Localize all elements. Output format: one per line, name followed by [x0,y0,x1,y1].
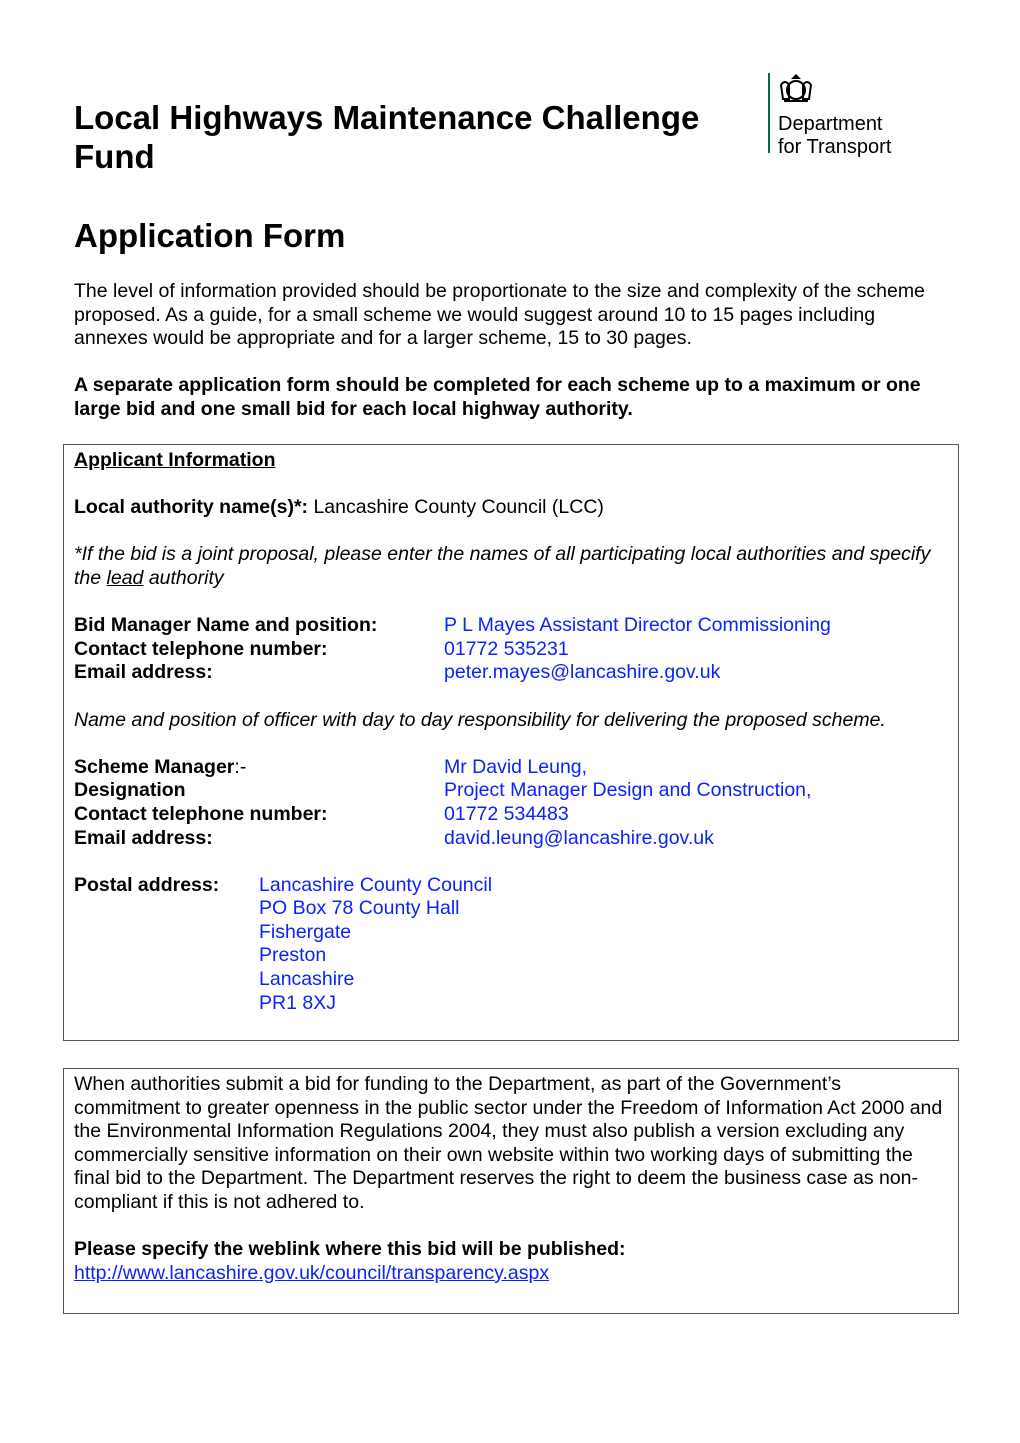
scheme-manager-phone: 01772 534483 [444,802,569,825]
scheme-manager-designation: Project Manager Design and Construction, [444,779,812,802]
applicant-heading: Applicant Information [74,449,276,471]
joint-proposal-note: *If the bid is a joint proposal, please enter the names of all participating local authorities and specify the lead authority [74,543,931,589]
officer-note: Name and position of officer with day to day responsibility for delivering the proposed scheme. [74,708,886,731]
local-authority-row: Local authority name(s)*: Lancashire County Council (LCC) [74,496,604,519]
bid-manager-email: peter.mayes@lancashire.gov.uk [444,661,721,684]
form-title: Application Form [74,217,346,254]
dft-logo [768,73,892,158]
applicant-info-box [63,444,959,1041]
foi-text: When authorities submit a bid for funding to the Department, as part of the Government’s commitment to greater openness in the public sector under the Freedom of Information Act 2000 and the Environmental Information Regulations 2004, they must also publish a version excluding any commercially sensitive information on their own website within two working days of submitting the final bid to the Department. The Department reserves the right to deem the business case as non-compliant if this is not adhered to. [74,1073,943,1213]
bid-manager-phone: 01772 535231 [444,637,569,660]
logo-text: Department for Transport [778,112,892,158]
bid-manager-section: Bid Manager Name and position: P L Mayes Assistant Director Commissioning Contact telephone number: 01772 535231 Email address: peter.mayes@lancashire.gov.uk [74,614,831,684]
royal-crest-icon [778,73,814,103]
scheme-manager-email: david.leung@lancashire.gov.uk [444,826,714,849]
intro-text: The level of information provided should be proportionate to the size and complexity of the scheme proposed. As a guide, for a small scheme we would suggest around 10 to 15 pages including annexes would be appropriate and for a larger scheme, 15 to 30 pages. [74,280,925,350]
intro-section [74,280,944,422]
bid-manager-name: P L Mayes Assistant Director Commissioning [444,614,831,637]
postal-address: Postal address: Lancashire County Council PO Box 78 County Hall Fishergate Preston Lancashire PR1 8XJ [74,873,493,1014]
document-title: Local Highways Maintenance Challenge Fund [74,99,700,175]
scheme-manager-name: Mr David Leung, [444,755,588,778]
notice-text: A separate application form should be completed for each scheme up to a maximum or one large bid and one small bid for each local highway authority. [74,374,921,420]
weblink-label: Please specify the weblink where this bid will be published: [74,1238,626,1261]
foi-box [63,1068,959,1314]
scheme-manager-section: Scheme Manager:- Mr David Leung, Designation Project Manager Design and Construction, Contact telephone number: 01772 534483 Email address: david.leung@lancashire.gov.uk [74,755,812,849]
weblink[interactable]: http://www.lancashire.gov.uk/council/transparency.aspx [74,1261,550,1284]
